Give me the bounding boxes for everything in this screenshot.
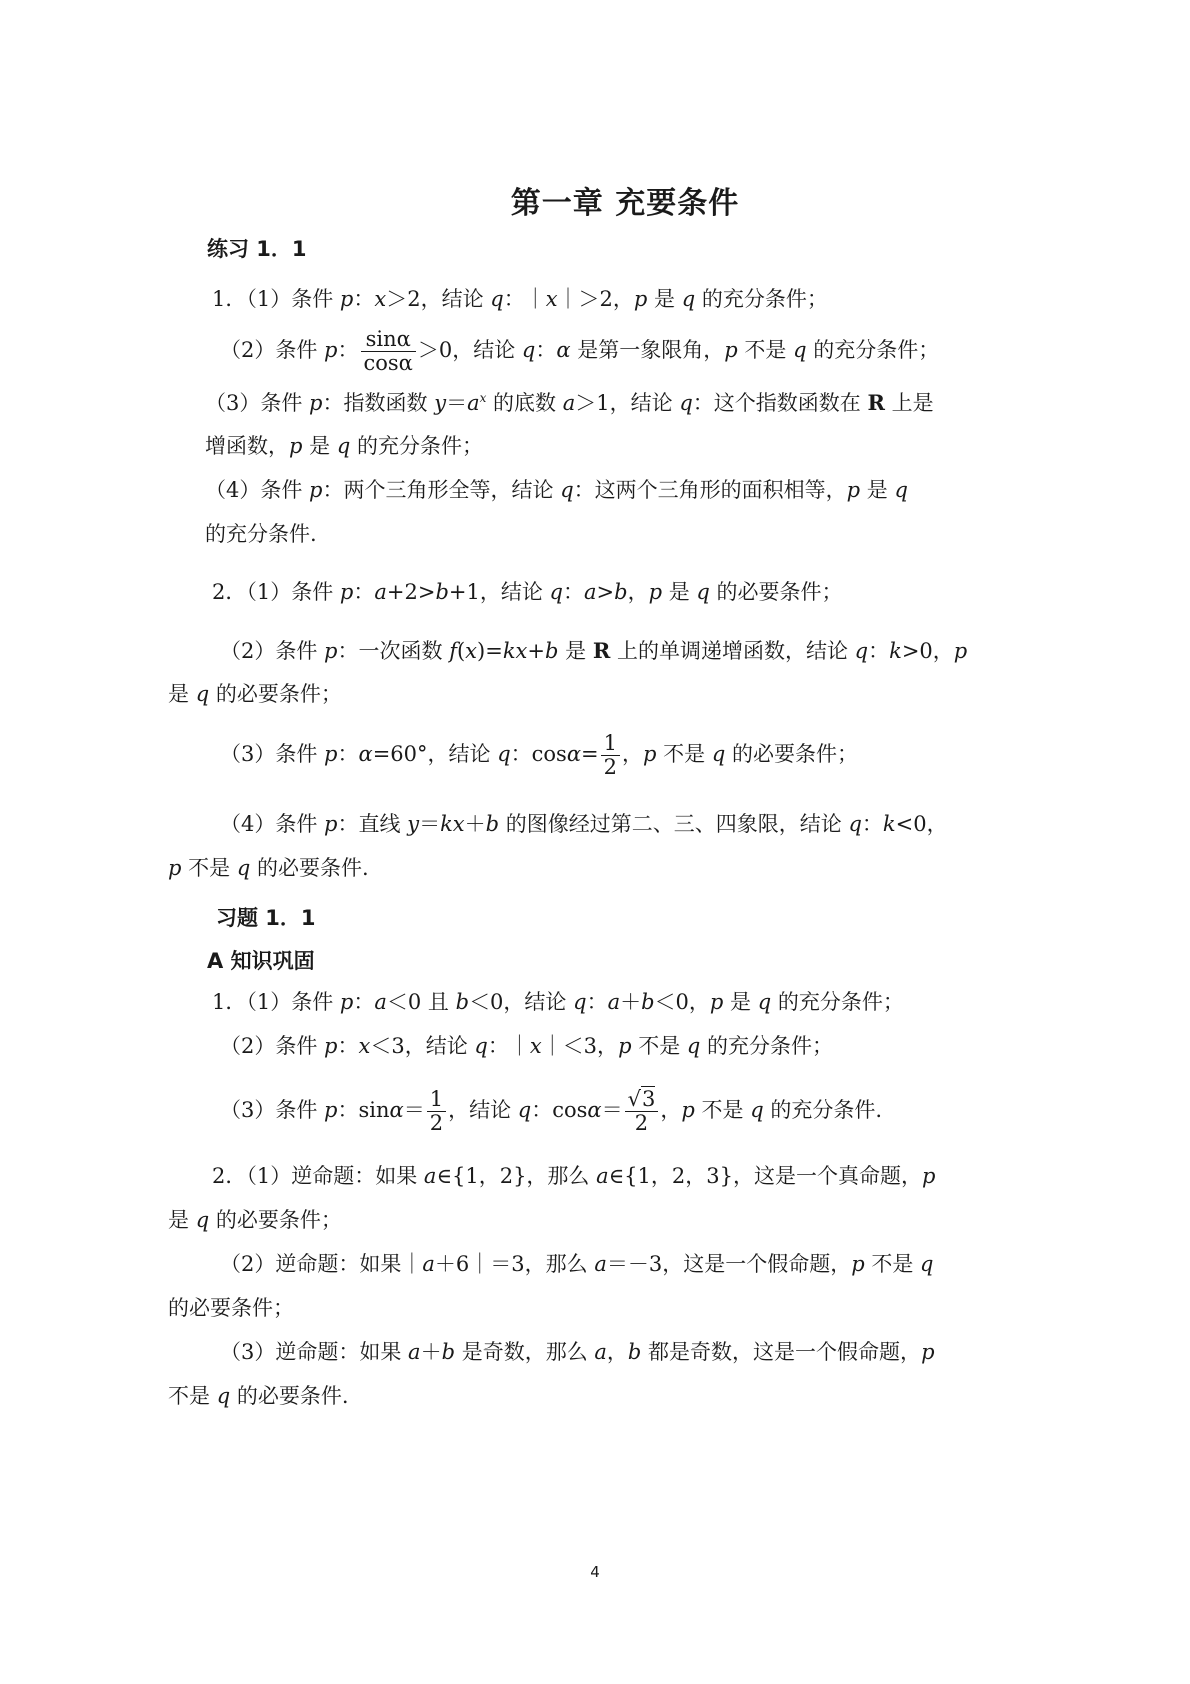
fraction-sin-over-cos: $\frac{\sin\alpha}{\cos\alpha}$ xyxy=(361,328,416,375)
practice-1-line-1: 1．（1）条件 p：x＞2，结论 q：｜x｜＞2，p 是 q 的充分条件； xyxy=(212,287,828,311)
exercise-1-line-1: 1．（1）条件 p：a＜0 且 b＜0，结论 q：a＋b＜0，p 是 q 的充分条件； xyxy=(212,990,904,1014)
section-heading-exercise: 习题 1．1 xyxy=(216,906,316,930)
exercise-1-line-3: （3）条件 p：sinα＝ $\frac{1}{2}$ ，结论 q：cosα＝ $\frac{√3}{2}$ ，p 不是 q 的充分条件. xyxy=(220,1087,882,1136)
practice-1-line-3: （3）条件 p：指数函数 $y=a^x$ 的底数 a＞1，结论 q：这个指数函数在 R 上是 xyxy=(205,390,934,415)
page-number: 4 xyxy=(590,1563,600,1581)
exercise-2-line-3: （2）逆命题：如果｜a＋6｜＝3，那么 a＝－3，这是一个假命题，p 不是 q xyxy=(220,1252,934,1276)
practice-2-line-1: 2．（1）条件 p：a+2>b+1，结论 q：a>b，p 是 q 的必要条件； xyxy=(212,580,843,604)
practice-2-line-3: 是 q 的必要条件； xyxy=(168,682,342,706)
practice-2-line-6: p 不是 q 的必要条件. xyxy=(168,856,369,880)
exercise-2-line-6: 不是 q 的必要条件. xyxy=(168,1384,349,1408)
practice-2-line-5: （4）条件 p：直线 y＝kx＋b 的图像经过第二、三、四象限，结论 q：k<0， xyxy=(220,812,948,836)
fraction-one-half: $\frac{1}{2}$ xyxy=(601,732,620,779)
section-heading-practice: 练习 1．1 xyxy=(207,237,307,261)
practice-1-line-5: （4）条件 p：两个三角形全等，结论 q：这两个三角形的面积相等，p 是 q xyxy=(205,478,908,502)
practice-1-line-2: （2）条件 p： $\frac{\sin\alpha}{\cos\alpha}$ ＞0，结论 q：α 是第一象限角，p 不是 q 的充分条件； xyxy=(220,327,940,376)
sqrt-sign: √ xyxy=(627,1087,641,1111)
practice-1-line-4: 增函数，p 是 q 的充分条件； xyxy=(205,434,483,458)
practice-2-line-4: （3）条件 p：α=60°，结论 q：cosα= $\frac{1}{2}$ ，p 不是 q 的必要条件； xyxy=(220,731,858,780)
exercise-1-line-2: （2）条件 p：x＜3，结论 q：｜x｜＜3，p 不是 q 的充分条件； xyxy=(220,1034,834,1058)
exercise-2-line-1: 2．（1）逆命题：如果 a∈{1，2}，那么 a∈{1，2，3}，这是一个真命题，p xyxy=(212,1164,936,1188)
practice-2-line-2: （2）条件 p：一次函数 f(x)=kx+b 是 R 上的单调递增函数，结论 q：k>0，p xyxy=(220,638,968,663)
practice-1-line-6: 的充分条件. xyxy=(205,522,317,546)
exercise-2-line-2: 是 q 的必要条件； xyxy=(168,1208,342,1232)
fraction-one-half-2: $\frac{1}{2}$ xyxy=(427,1088,446,1135)
exercise-2-line-4: 的必要条件； xyxy=(168,1296,294,1320)
fraction-sqrt3-over-2: $\frac{√3}{2}$ xyxy=(625,1088,659,1135)
chapter-title: 第一章 充要条件 xyxy=(510,186,740,221)
section-heading-group-a: A 知识巩固 xyxy=(207,949,315,973)
exercise-2-line-5: （3）逆命题：如果 a＋b 是奇数，那么 a，b 都是奇数，这是一个假命题，p xyxy=(220,1340,935,1364)
